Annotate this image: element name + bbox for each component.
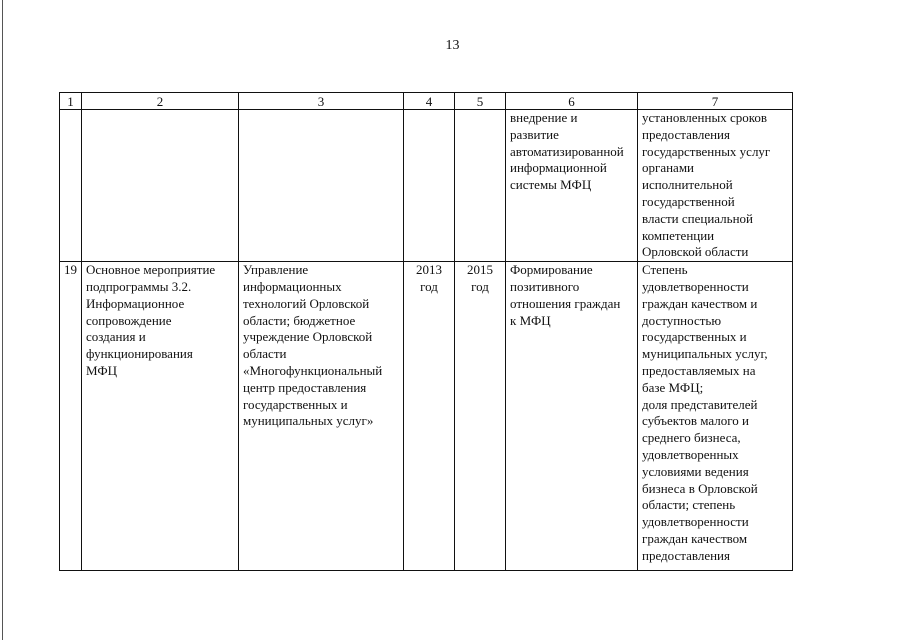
header-col-6: 6 [506,93,638,110]
table-row-19 [60,262,793,571]
header-col-5: 5 [455,93,506,110]
cell-executor: Управление информационных технологий Орловской области; бюджетное учреждение Орловской области «Многофункциональный центр предоставления государственных и муниципальных услуг» [239,262,404,571]
header-col-2: 2 [82,93,239,110]
page-number: 13 [445,38,460,53]
cell-end-year: 2015 год [455,262,506,571]
cell-start-year [404,110,455,262]
cell-indicators: Степень удовлетворенности граждан качеством и доступностью государственных и муниципальных услуг, предоставляемых на базе МФЦ; доля представителей субъектов малого и среднего бизнеса, удовлетворенных условиями ведения бизнеса в Орловской области; степень удовлетворенности граждан качеством предоставления [638,262,793,571]
cell-activity: Основное мероприятие подпрограммы 3.2. Информационное сопровождение создания и функционирования МФЦ [82,262,239,571]
cell-start-year: 2013 год [404,262,455,571]
header-col-7: 7 [638,93,793,110]
header-col-3: 3 [239,93,404,110]
table-row-continuation [60,110,793,262]
cell-expected-result: внедрение и развитие автоматизированной информационной системы МФЦ [506,110,638,262]
cell-number [60,110,82,262]
cell-activity [82,110,239,262]
cell-expected-result: Формирование позитивного отношения граждан к МФЦ [506,262,638,571]
cell-executor [239,110,404,262]
header-col-1: 1 [60,93,82,110]
program-table [59,92,793,571]
table-header-row [60,93,793,110]
cell-indicators: установленных сроков предоставления государственных услуг органами исполнительной государственной власти специальной компетенции Орловской области [638,110,793,262]
page-edge-line [2,0,3,640]
cell-end-year [455,110,506,262]
header-col-4: 4 [404,93,455,110]
cell-number: 19 [60,262,82,571]
